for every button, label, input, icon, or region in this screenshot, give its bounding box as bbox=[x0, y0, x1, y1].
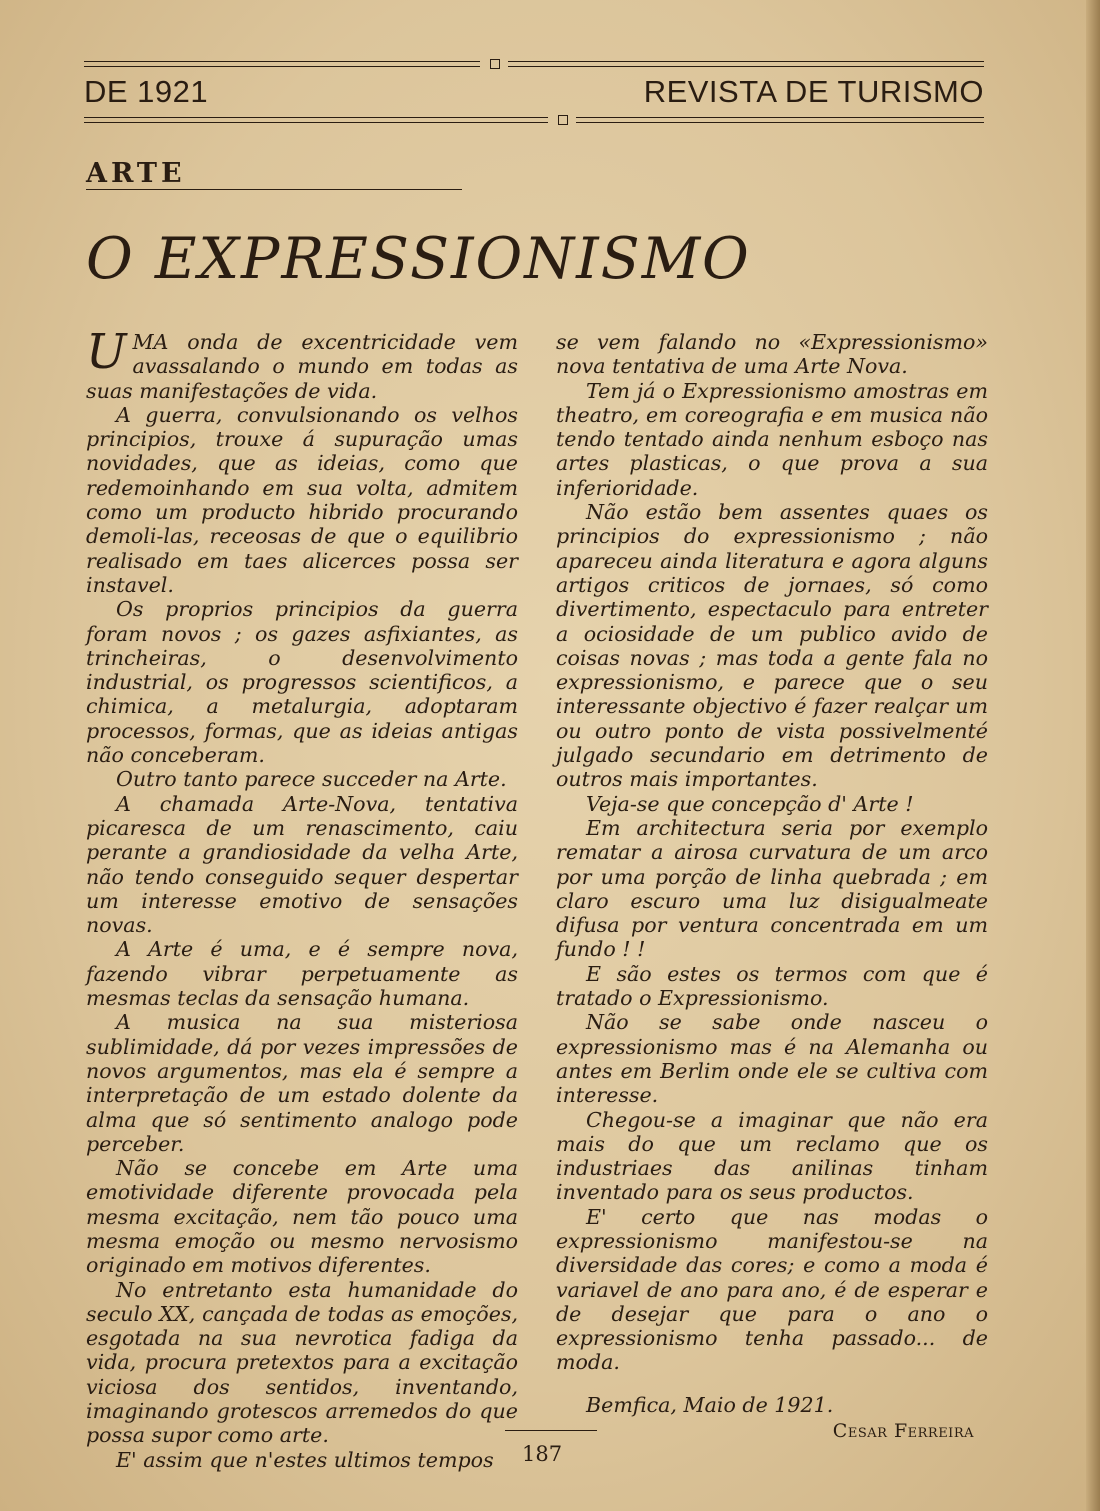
article-paragraph: A guerra, convulsionando os velhos principios, trouxe á supuração umas novidades, que as ideias, como que redemoinhando em sua volta, admitem como um producto hibrido procurando demoli-las, receosas de que o equilibrio realisado em taes alicerces possa ser instavel. bbox=[86, 402, 518, 597]
article-paragraph: Não se concebe em Arte uma emotividade diferente provocada pela mesma excitação, nem tão pouco uma mesma emoção ou mesmo nervosismo originado em motivos diferentes. bbox=[86, 1156, 518, 1278]
article-paragraph: Outro tanto parece succeder na Arte. bbox=[116, 767, 507, 792]
article-paragraph: No entretanto esta humanidade do seculo XX, cançada de todas as emoções, esgotada na sua nevrotica fadiga da vida, procura pretextos para a excitação viciosa dos sentidos, inventando, imaginando grotescos arremedos do que possa supor como arte. bbox=[86, 1277, 518, 1448]
article-paragraph: se vem falando no «Expressionismo» nova tentativa de uma Arte Nova. bbox=[556, 330, 988, 379]
article-paragraph: E' certo que nas modas o expressionismo manifestou-se na diversidade das cores; e como a moda é variavel de ano para ano, é de esperar e de desejar que para o ano o expressionismo tenha passado... de moda. bbox=[556, 1204, 988, 1375]
article-paragraph: E' assim que n'estes ultimos tempos bbox=[116, 1447, 494, 1472]
article-paragraph: Não se sabe onde nasceu o expressionismo mas é na Alemanha ou antes em Berlim onde ele se cultiva com interesse. bbox=[556, 1010, 988, 1108]
article-paragraph: Em architectura seria por exemplo rematar a airosa curvatura de um arco por uma porção de linha quebrada ; em claro escuro uma luz disigualmeate difusa por ventura concentrada em um fundo ! ! bbox=[556, 815, 988, 962]
header-top-rule bbox=[84, 60, 984, 70]
folio-rule bbox=[505, 1430, 597, 1431]
article-column-right bbox=[556, 330, 988, 1443]
article-paragraph: Veja-se que concepção d' Arte ! bbox=[586, 791, 914, 816]
header-magazine-title: REVISTA DE TURISMO bbox=[643, 74, 984, 109]
article-column-left bbox=[86, 324, 518, 1472]
header-bottom-rule bbox=[84, 116, 984, 126]
article-paragraph: A Arte é uma, e é sempre nova, fazendo vibrar perpetuamente as mesmas teclas da sensação humana. bbox=[86, 937, 518, 1011]
article-paragraph: Chegou-se a imaginar que não era mais do que um reclamo que os industriaes das anilinas tinham inventado para os seus productos. bbox=[556, 1107, 988, 1205]
header-date: DE 1921 bbox=[84, 74, 209, 109]
article-paragraph: E são estes os termos com que é tratado o Expressionismo. bbox=[556, 961, 988, 1011]
article-paragraph: A musica na sua misteriosa sublimidade, dá por vezes impressões de novos argumentos, mas ela é sempre a interpretação de um estado dolente da alma que só sentimento analogo pode perceber. bbox=[86, 1010, 518, 1156]
section-heading: ARTE bbox=[86, 158, 186, 189]
article-paragraph: A chamada Arte-Nova, tentativa picaresca de um renascimento, caiu perante a grandiosidade da velha Arte, não tendo conseguido sequer despertar um interesse emotivo de sensações novas. bbox=[86, 791, 518, 938]
page-number: 187 bbox=[522, 1442, 563, 1466]
article-paragraph: Não estão bem assentes quaes os principios do expressionismo ; não apareceu ainda literatura e agora alguns artigos criticos de jornaes, só como divertimento, espectaculo para entreter a ociosidade de um publico avido de coisas novas ; mas toda a gente fala no expressionismo, e parece que o seu interessante objectivo é fazer realçar um ou outro ponto de vista possivelmenté julgado secundario em detrimento de outros mais importantes. bbox=[556, 500, 988, 792]
article-paragraph: Tem já o Expressionismo amostras em theatro, em coreografia e em musica não tendo tentado ainda nenhum esboço nas artes plasticas, o que prova a sua inferioridade. bbox=[556, 378, 988, 500]
author-signature: Cesar Ferreira bbox=[832, 1420, 974, 1443]
article-title: O EXPRESSIONISMO bbox=[86, 226, 751, 292]
place-date: Bemfica, Maio de 1921. bbox=[586, 1392, 834, 1417]
drop-cap: U bbox=[86, 324, 127, 380]
article-paragraph: UMA onda de excentricidade vem avassalando o mundo em todas as suas manifestações de vida. bbox=[86, 324, 518, 403]
article-paragraph: Os proprios principios da guerra foram novos ; os gazes asfixiantes, as trincheiras, o desenvolvimento industrial, os progressos scientificos, a chimica, a metalurgia, adoptaram processos, formas, que as ideias antigas não conceberam. bbox=[86, 597, 518, 768]
section-rule bbox=[86, 189, 462, 190]
